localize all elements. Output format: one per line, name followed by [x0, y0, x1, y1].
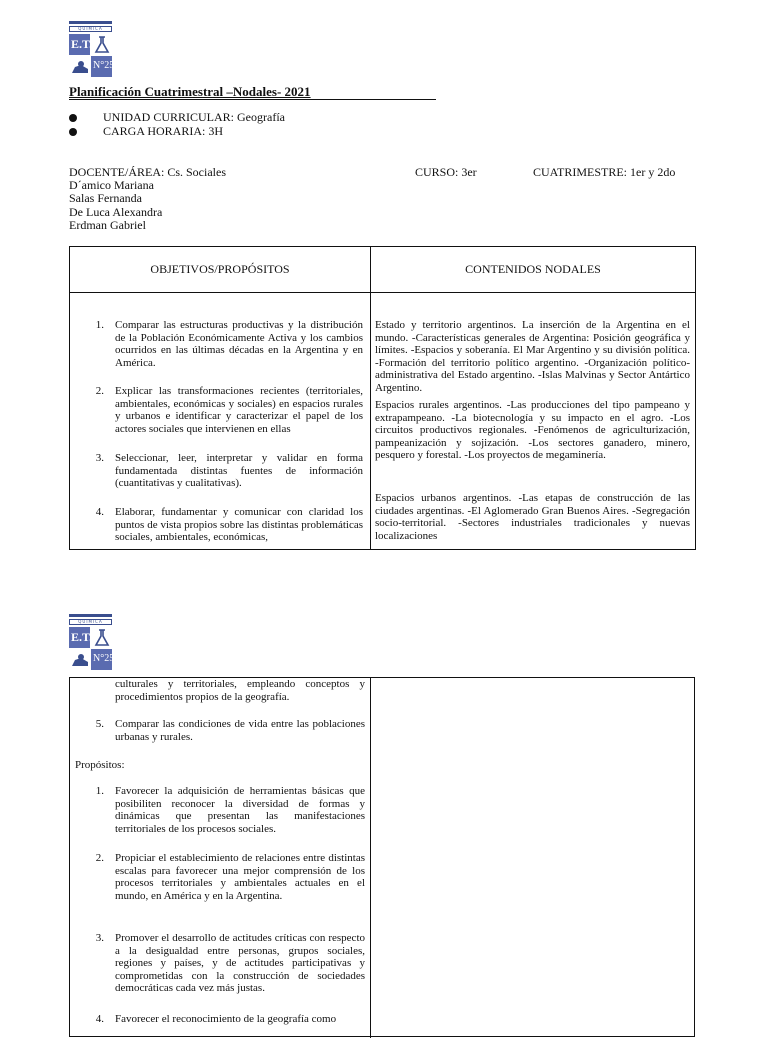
bullet-carga: CARGA HORARIA: 3H [69, 125, 369, 139]
list-item: 4. Elaborar, fundamentar y comunicar con claridad los puntos de vista propios sobre las distintas problemáticas sociales, ambientales, económicas, [95, 506, 363, 543]
list-item: 2. Explicar las transformaciones recientes (territoriales, ambientales, económicas y sociales) en espacios rurales y urbanos e identificar y caracterizar el papel de los actores sociales que intervienen en ellas [95, 385, 363, 435]
objetivos-cell [70, 293, 371, 550]
docente-name: De Luca Alexandra [69, 205, 163, 219]
flask-icon [93, 629, 111, 647]
header-objetivos: OBJETIVOS/PROPÓSITOS [70, 247, 371, 293]
contenidos-cell [371, 293, 696, 550]
cuatrimestre: CUATRIMESTRE: 1er y 2do [533, 165, 676, 179]
list-item: 1. Favorecer la adquisición de herramientas básicas que posibiliten reconocer la diversidad de formas y dinámicas que presentan las manifestaciones territoriales de los procesos sociales. [95, 785, 365, 835]
docente-area: DOCENTE/ÁREA: Cs. Sociales [69, 165, 226, 179]
list-item: 1. Comparar las estructuras productivas y la distribución de la Población Económicamente Activa y los cambios ocurridos en las últimas décadas en la Argentina y en América. [95, 319, 363, 369]
gear-hand-icon [71, 59, 89, 75]
header-contenidos: CONTENIDOS NODALES [371, 247, 696, 293]
list-item: 3. Promover el desarrollo de actitudes críticas con respecto a la desigualdad entre personas, grupos sociales, regiones y países, y de actitudes participativas y comprometidas con la construcción de sociedades democráticas cada vez más justas. [95, 932, 365, 994]
bullet-unidad: UNIDAD CURRICULAR: Geografía [69, 111, 369, 125]
planning-table [69, 246, 696, 550]
contenido-estado: Estado y territorio argentinos. La inserción de la Argentina en el mundo. -Características generales de Argentina: Posición geográfica y límites. -Espacios y soberanía. El Mar Argentino y su división política. -Formación del territorio político argentino. -Organización político-administrativa del Estado argentino. -Islas Malvinas y Sector Antártico Argentino. [375, 319, 690, 394]
propositos-label: Propósitos: [75, 759, 125, 771]
contenido-urbanos: Espacios urbanos argentinos. -Las etapas de construcción de las ciudades argentinas. -El Aglomerado Gran Buenos Aires. -Segregación socio-territorial. -Sectores industriales tradicionales y nuevas localizaciones [375, 492, 690, 542]
school-logo: QUIMICA E.T. N°25 [69, 614, 113, 669]
list-item-continued: culturales y territoriales, empleando conceptos y procedimientos propios de la geografía. [115, 678, 365, 703]
page-title: Planificación Cuatrimestral –Nodales- 2021 [69, 84, 436, 100]
docente-name: Erdman Gabriel [69, 218, 146, 232]
contenido-rurales: Espacios rurales argentinos. -Las producciones del tipo pampeano y extrapampeano. -La biotecnología y su impacto en el agro. -Los circuitos productivos regionales. -Fenómenos de agriculturización, pampeanización y sojización. -Los sectores ganadero, minero, pesquero y forestal. -Los proyectos de megaminería. [375, 399, 690, 461]
gear-hand-icon [71, 652, 89, 668]
docente-name: Salas Fernanda [69, 191, 142, 205]
curso: CURSO: 3er [415, 165, 477, 179]
school-logo: QUIMICA E.T. N°25 [69, 21, 113, 76]
docente-name: D´amico Mariana [69, 178, 154, 192]
list-item: 2. Propiciar el establecimiento de relaciones entre distintas escalas para favorecer una mejor comprensión de los procesos territoriales y ambientales actuales en el mundo, en América y en la Argentina. [95, 852, 365, 902]
list-item: 4. Favorecer el reconocimiento de la geografía como [95, 1013, 337, 1025]
list-item: 5. Comparar las condiciones de vida entre las poblaciones urbanas y rurales. [95, 718, 365, 743]
list-item: 3. Seleccionar, leer, interpretar y validar en forma fundamentada distintas fuentes de información (cuantitativas y cualitativas). [95, 452, 363, 489]
flask-icon [93, 36, 111, 54]
planning-table-continued [69, 677, 695, 1037]
